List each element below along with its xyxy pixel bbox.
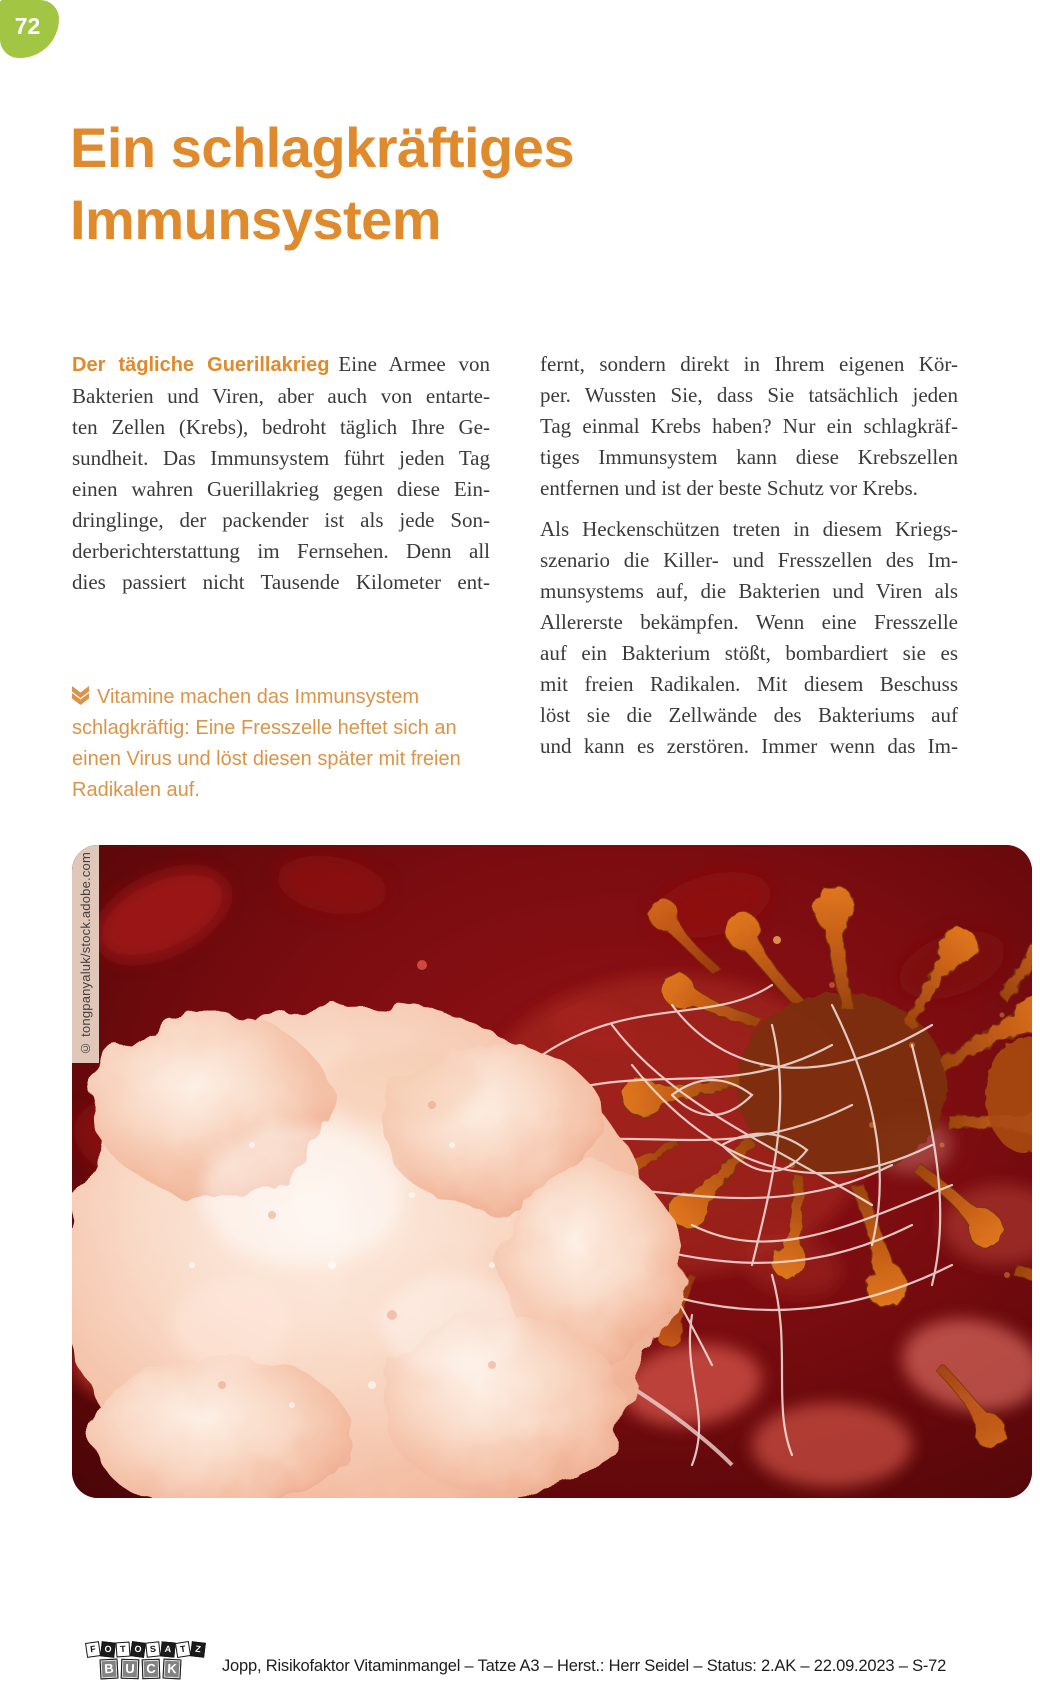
logo-letter: A <box>160 1641 175 1657</box>
logo-buck-row <box>100 1659 206 1679</box>
logo-letter: T <box>175 1641 191 1658</box>
body-line: sundheit. Das Immunsystem führt jeden Tag <box>72 446 490 470</box>
figure-caption <box>72 682 490 806</box>
body-line: löst sie die Zellwände des Bakteriums auf <box>540 703 958 727</box>
page-title-line1: Ein schlagkräftiges <box>70 116 575 179</box>
page-title <box>70 112 574 256</box>
body-line: Als Heckenschützen treten in diesem Kriegs- <box>540 517 958 541</box>
logo-fotosatz-row <box>86 1642 206 1657</box>
body-line: derberichterstattung im Fernsehen. Denn all <box>72 539 490 563</box>
logo-letter: T <box>115 1642 130 1658</box>
body-line: fernt, sondern direkt in Ihrem eigenen Kör- <box>540 352 958 376</box>
caption-line: einen Virus und löst diesen später mit freien <box>72 748 461 770</box>
caption-line <box>72 682 490 713</box>
body-line: Tag einmal Krebs haben? Nur ein schlagkräf- <box>540 414 958 438</box>
body-line: mit freien Radikalen. Mit diesem Beschuss <box>540 672 958 696</box>
footer <box>86 1642 946 1679</box>
body-line: auf ein Bakterium stößt, bombardiert sie es <box>540 641 958 665</box>
production-status-line: Jopp, Risikofaktor Vitaminmangel – Tatze A3 – Herst.: Herr Seidel – Status: 2.AK – 22.09.2023 – S-72 <box>222 1657 947 1675</box>
body-line: Allererste bekämpfen. Wenn eine Fresszelle <box>540 610 958 634</box>
logo-letter: S <box>145 1641 160 1657</box>
body-line: einen wahren Guerillakrieg gegen diese Ein- <box>72 477 490 501</box>
double-chevron-down-icon <box>72 686 89 705</box>
logo-letter: B <box>99 1659 118 1680</box>
body-line: dies passiert nicht Tausende Kilometer ent- <box>72 570 490 594</box>
body-line: szenario die Killer- und Fresszellen des Im- <box>540 548 958 572</box>
page-number: 72 <box>14 12 41 39</box>
logo-letter: Z <box>190 1641 206 1658</box>
article-body <box>72 349 958 806</box>
body-line: Bakterien und Viren, aber auch von entarte- <box>72 384 490 408</box>
body-line: munsystems auf, die Bakterien und Viren als <box>540 579 958 603</box>
body-line: entfernen und ist der beste Schutz vor Krebs. <box>540 476 918 500</box>
logo-letter: O <box>130 1641 146 1658</box>
caption-line: Radikalen auf. <box>72 779 200 801</box>
body-line <box>72 349 490 381</box>
body-line: per. Wussten Sie, dass Sie tatsächlich jeden <box>540 383 958 407</box>
image-credit: © tongpanyaluk/stock.adobe.com <box>78 852 93 1056</box>
logo-letter: K <box>162 1659 181 1680</box>
logo-letter: F <box>85 1641 101 1658</box>
page-number-badge <box>0 0 59 58</box>
body-line: tiges Immunsystem kann diese Krebszellen <box>540 445 958 469</box>
phagocyte-virus-photo <box>72 845 1032 1498</box>
caption-line: schlagkräftig: Eine Fresszelle heftet sich an <box>72 717 457 739</box>
caption-line-text: Vitamine machen das Immunsystem <box>97 686 419 708</box>
paragraph-lead-in: Der tägliche Guerillakrieg <box>72 354 330 376</box>
text-column-right <box>540 349 958 806</box>
page-title-line2: Immunsystem <box>70 188 442 251</box>
fotosatz-buck-logo <box>86 1642 206 1679</box>
photo-illustration <box>72 845 1032 1498</box>
logo-letter: O <box>100 1641 115 1657</box>
paragraph-gap <box>540 504 958 514</box>
logo-letter: C <box>142 1659 161 1680</box>
body-line: und kann es zerstören. Immer wenn das Im- <box>540 734 958 758</box>
logo-letter: U <box>121 1659 140 1680</box>
body-line: dringlinge, der packender ist als jede Son- <box>72 508 490 532</box>
body-line-text: Eine Armee von <box>338 352 490 376</box>
text-column-left <box>72 349 490 806</box>
body-line: ten Zellen (Krebs), bedroht täglich Ihre Ge- <box>72 415 490 439</box>
image-credit-strip <box>72 845 99 1063</box>
